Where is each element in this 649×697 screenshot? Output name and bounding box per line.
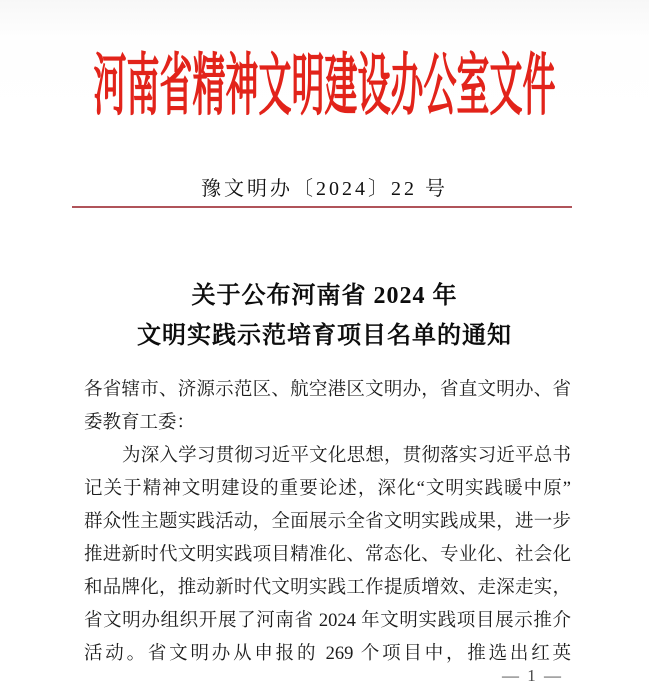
document-title-line-1: 关于公布河南省 2024 年: [191, 283, 458, 309]
body-line: 省文明办组织开展了河南省 2024 年文明实践项目展示推介: [84, 611, 571, 631]
body-line: 记关于精神文明建设的重要论述，深化“文明实践暖中原”: [84, 479, 571, 499]
red-divider-line: [72, 206, 572, 208]
document-title: [0, 276, 649, 356]
document-header-title: 河南省精神文明建设办公室文件: [93, 51, 556, 125]
document-header: [0, 53, 649, 123]
body-line: 群众性主题实践活动，全面展示全省文明实践成果，进一步: [84, 512, 571, 532]
document-title-line-2: 文明实践示范培育项目名单的通知: [137, 323, 512, 349]
body-line: 和品牌化，推动新时代文明实践工作提质增效、走深走实，: [84, 578, 571, 598]
document-body: [84, 374, 571, 671]
body-line: 各省辖市、济源示范区、航空港区文明办，省直文明办、省: [84, 380, 571, 400]
body-line: 推进新时代文明实践项目精准化、常态化、专业化、社会化: [84, 545, 571, 565]
body-line: 活动。省文明办从申报的 269 个项目中，推选出红英: [84, 644, 571, 664]
page-number: — 1 —: [502, 666, 563, 685]
body-line: 委教育工委：: [84, 413, 196, 433]
body-line: 为深入学习贯彻习近平文化思想，贯彻落实习近平总书: [122, 446, 571, 466]
document-number: 豫文明办〔2024〕22 号: [201, 178, 448, 200]
